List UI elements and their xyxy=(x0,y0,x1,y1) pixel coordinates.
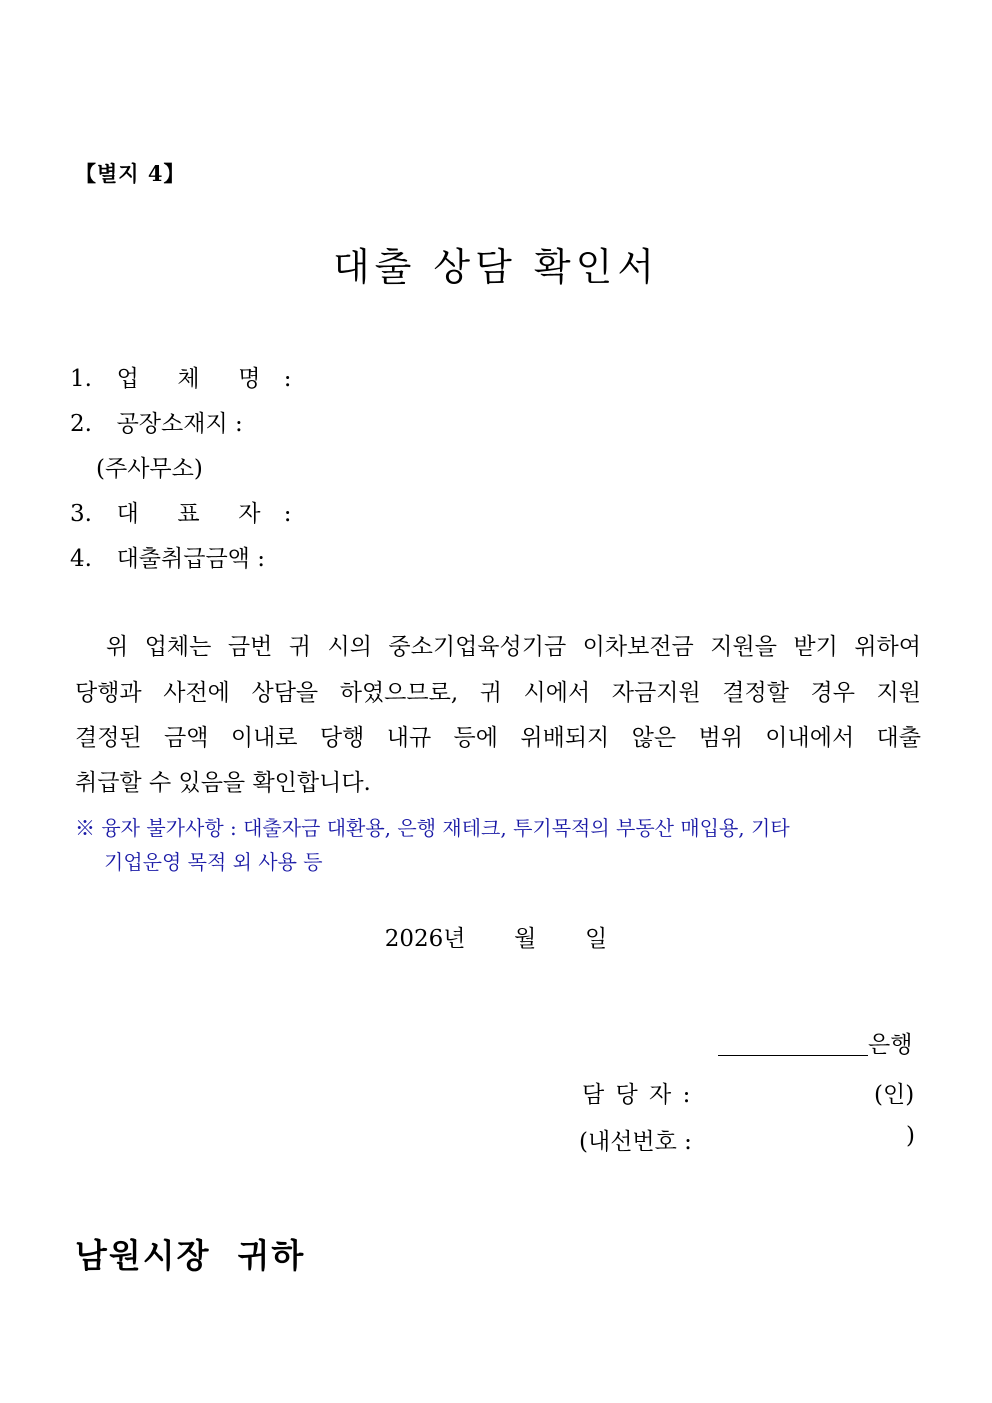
body-line-4: 취급할 수 있음을 확인합니다. xyxy=(75,770,371,796)
body-line-1: 위 업체는 금번 귀 시의 중소기업육성기금 이차보전금 지원을 받기 위하여 xyxy=(106,634,921,660)
field-label: 대출취급금액 : xyxy=(116,546,265,572)
bank-suffix: 은행 xyxy=(868,1032,913,1058)
body-line-2: 당행과 사전에 상담을 하였으므로, 귀 시에서 자금지원 결정할 경우 지원 xyxy=(75,680,921,706)
restriction-note-line-2: 기업운영 목적 외 사용 등 xyxy=(104,850,323,874)
field-label: 대 표 자 : xyxy=(116,501,300,527)
field-number: 3. xyxy=(70,501,92,527)
field-factory-location xyxy=(70,405,243,438)
field-label: 업 체 명 : xyxy=(116,366,300,392)
restriction-note-line-1: ※ 융자 불가사항 : 대출자금 대환용, 은행 재테크, 투기목적의 부동산 매입용, 기타 xyxy=(75,816,790,840)
field-representative xyxy=(70,495,300,528)
field-number: 1. xyxy=(70,366,92,392)
annex-label: 【별지 4】 xyxy=(75,161,186,186)
field-label: (주사무소) xyxy=(96,456,203,482)
document-title: 대출 상담 확인서 xyxy=(332,245,660,289)
body-line-3: 결정된 금액 이내로 당행 내규 등에 위배되지 않은 범위 이내에서 대출 xyxy=(75,725,921,751)
date-line xyxy=(0,920,992,953)
date-year: 2026년 xyxy=(384,926,466,952)
field-number: 2. xyxy=(70,411,92,437)
officer-label: 담 당 자 : xyxy=(582,1082,693,1108)
recipient: 남원시장 귀하 xyxy=(75,1236,306,1275)
date-day: 일 xyxy=(585,926,608,952)
field-loan-amount xyxy=(70,540,265,573)
bank-name-blank xyxy=(718,1055,868,1056)
field-label: 공장소재지 : xyxy=(116,411,243,437)
date-month: 월 xyxy=(514,926,537,952)
extension-close: ) xyxy=(906,1123,915,1149)
field-head-office xyxy=(96,450,203,483)
field-company-name xyxy=(70,360,300,393)
extension-label: (내선번호 : xyxy=(579,1129,692,1155)
field-number: 4. xyxy=(70,546,92,572)
seal-mark: (인) xyxy=(874,1082,915,1108)
